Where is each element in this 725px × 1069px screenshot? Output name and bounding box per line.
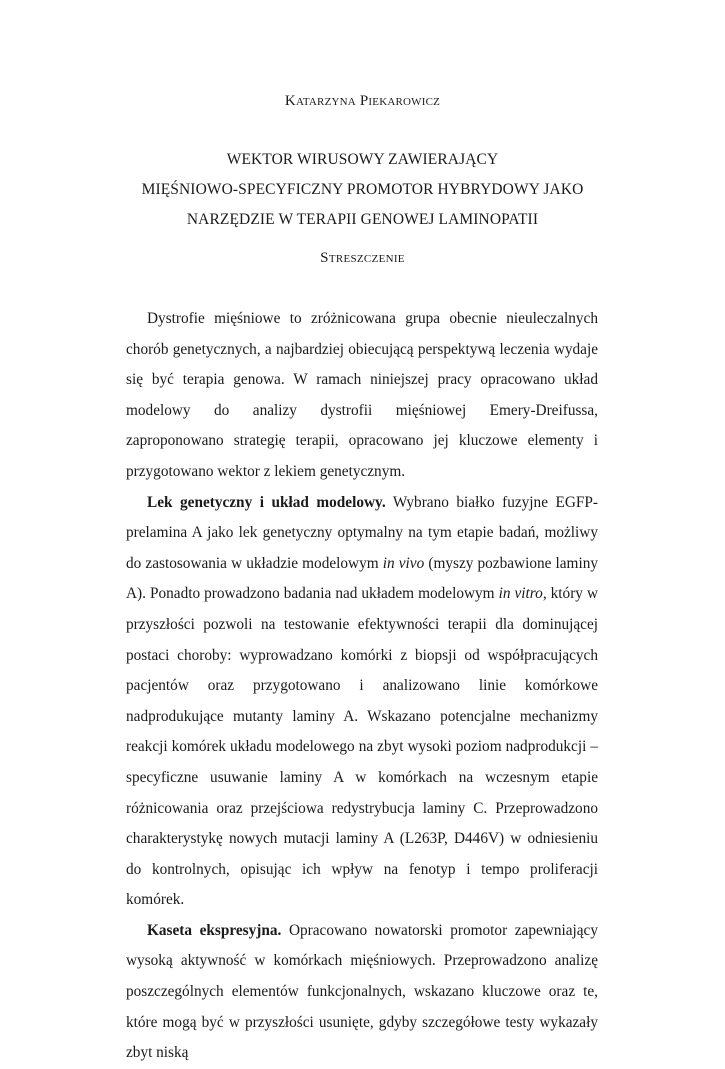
thesis-title [0,145,725,235]
paragraph-intro [126,304,598,488]
paragraph-heading: Kaseta ekspresyjna. [147,921,282,939]
paragraph-text: Wybrano białko fuzyjne EGFP-prelamina A jako lek genetyczny optymalny na tym etapie badań, możliwy do zastosowania w układzie modelowym [126,493,598,572]
title-line: NARZĘDZIE W TERAPII GENOWEJ LAMINOPATII [186,211,539,228]
paragraph-text: Dystrofie mięśniowe to zróżnicowana grupa obecnie nieuleczalnych chorób genetycznych, a najbardziej obiecującą perspektywą leczenia wydaje się być terapia genowa. W ramach niniejszej pracy opracowano układ modelowy do analizy dystrofii mięśniowej Emery-Dreifussa, zaproponowano strategię terapii, opracowano jej kluczowe elementy i przygotowano wektor z lekiem genetycznym. [126,310,598,480]
section-heading: Streszczenie [320,250,405,266]
paragraph-drug-model [126,488,598,916]
abstract-body [126,304,598,1069]
italic-term: in vivo [382,554,425,572]
paragraph-cassette [126,916,598,1069]
title-line: WEKTOR WIRUSOWY ZAWIERAJĄCY [226,151,499,168]
paragraph-text: (myszy pozbawione laminy A). Ponadto prowadzono badania nad układem modelowym [126,554,599,603]
paragraph-text: , który w przyszłości pozwoli na testowanie efektywności terapii dla dominującej postaci choroby: wyprowadzano komórki z biopsji od współpracujących pacjentów oraz przygotowano i analizowano linie komórkowe nadprodukujące mutanty laminy A. Wskazano potencjalne mechanizmy reakcji komórek układu modelowego na zbyt wysoki poziom nadprodukcji – specyficzne usuwanie laminy A w komórkach na wczesnym etapie różnicowania oraz przejściowa redystrybucja laminy C. Przeprowadzono charakterystykę nowych mutacji laminy A (L263P, D446V) w odniesieniu do kontrolnych, opisując ich wpływ na fenotyp i tempo proliferacji komórek. [126,585,598,909]
paragraph-text: Opracowano nowatorski promotor zapewniający wysoką aktywność w komórkach mięśniowych. Przeprowadzono analizę poszczególnych elementów funkcjonalnych, wskazano kluczowe oraz te, które mogą być w przyszłości usunięte, gdyby szczegółowe testy wykazały zbyt niską [126,921,598,1062]
italic-term: in vitro [498,585,543,603]
title-line: MIĘŚNIOWO-SPECYFICZNY PROMOTOR HYBRYDOWY JAKO [141,181,584,198]
paragraph-heading: Lek genetyczny i układ modelowy. [147,493,386,511]
author-name: Katarzyna Piekarowicz [284,93,441,109]
